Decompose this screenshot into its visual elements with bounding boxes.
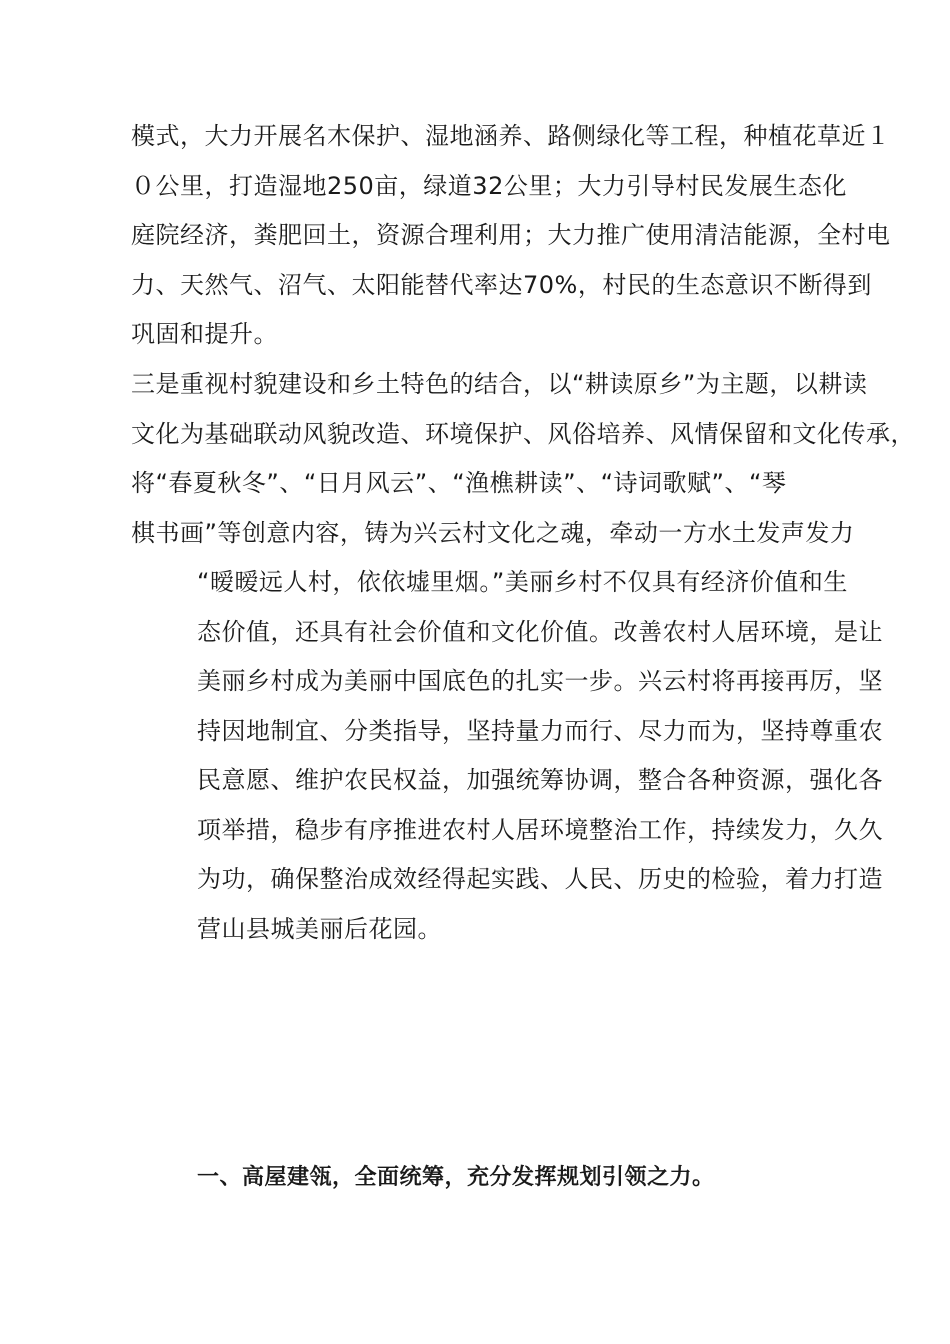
text-line: 庭院经济，粪肥回土，资源合理利用；大力推广使用清洁能源，全村电	[131, 221, 891, 249]
text-line: 三是重视村貌建设和乡土特色的结合，以“耕读原乡”为主题，以耕读	[131, 370, 868, 398]
text-line: 民意愿、维护农民权益，加强统筹协调，整合各种资源，强化各	[197, 766, 883, 794]
text-line: 营山县城美丽后花园。	[197, 914, 442, 943]
text-line: 棋书画”等创意内容，铸为兴云村文化之魂，牵动一方水土发声发力	[131, 518, 855, 547]
text-line: 项举措，稳步有序推进农村人居环境整治工作，持续发力，久久	[197, 815, 883, 844]
paragraph-village-culture	[131, 360, 915, 558]
text-line: 将“春夏秋冬”、“日月风云”、“渔樵耕读”、“诗词歌赋”、“琴	[131, 469, 787, 497]
text-line: 模式，大力开展名木保护、湿地涵养、路侧绿化等工程，种植花草近１	[131, 122, 891, 150]
text-line: 持因地制宜、分类指导，坚持量力而行、尽力而为，坚持尊重农	[197, 716, 883, 745]
text-line: “暧暧远人村，依依墟里烟。”美丽乡村不仅具有经济价值和生	[197, 568, 848, 596]
text-line: 美丽乡村成为美丽中国底色的扎实一步。兴云村将再接再厉，坚	[197, 667, 883, 695]
text-line: 文化为基础联动风貌改造、环境保护、风俗培养、风情保留和文化传承，	[131, 419, 915, 448]
text-line: 态价值，还具有社会价值和文化价值。改善农村人居环境，是让	[197, 617, 883, 646]
text-line: 为功，确保整治成效经得起实践、人民、历史的检验，着力打造	[197, 865, 883, 893]
section-heading: 一、高屋建瓴，全面统筹，充分发挥规划引领之力。	[197, 1165, 715, 1190]
text-line: 巩固和提升。	[131, 320, 278, 348]
text-line: ０公里，打造湿地250亩，绿道32公里；大力引导村民发展生态化	[131, 171, 847, 200]
text-line: 力、天然气、沼气、太阳能替代率达70%，村民的生态意识不断得到	[131, 270, 872, 299]
paragraph-conclusion	[197, 558, 883, 954]
paragraph-ecology	[131, 112, 891, 360]
